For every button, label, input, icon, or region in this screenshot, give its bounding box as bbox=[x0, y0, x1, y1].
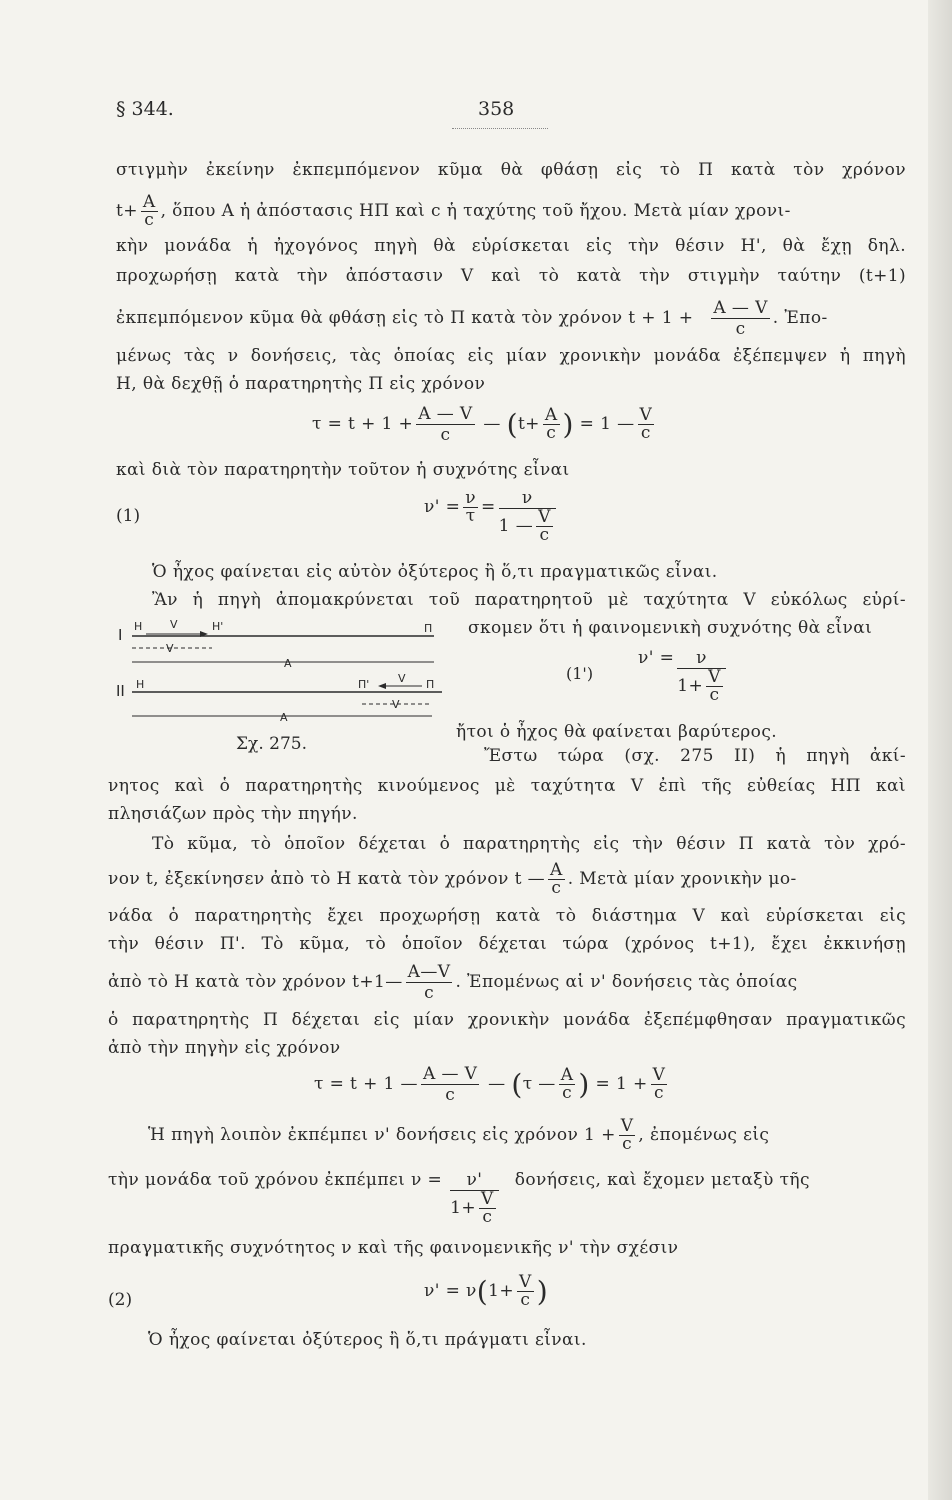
eq-term: 1 — bbox=[498, 516, 534, 536]
equation-label: (1) bbox=[116, 506, 141, 526]
fraction-denominator: c bbox=[640, 423, 651, 443]
fraction bbox=[619, 1118, 636, 1153]
fraction-numerator: A—V bbox=[407, 962, 451, 982]
text-line bbox=[108, 962, 798, 1003]
eq-term: — bbox=[488, 1074, 512, 1094]
text-line: τὴν θέσιν Π'. Τὸ κῦμα, τὸ ὁποῖον δέχεται τώρα (χρόνος t+1), ἔχει ἐκκινήσῃ bbox=[108, 934, 906, 954]
eq-term: = bbox=[481, 497, 496, 517]
fraction-denominator: c bbox=[654, 1083, 664, 1103]
fraction-denominator: c bbox=[735, 319, 746, 339]
label-P-prime: Π' bbox=[358, 678, 370, 691]
text-line bbox=[108, 862, 797, 897]
fraction-denominator: c bbox=[520, 1290, 531, 1310]
arrow-head bbox=[378, 683, 386, 689]
fraction-denominator: c bbox=[546, 423, 557, 443]
text-run: , ὅπου A ἡ ἀπόστασις ΗΠ καὶ c ἡ ταχύτης τοῦ ἤχου. Μετὰ μίαν χρονι- bbox=[160, 201, 791, 221]
right-paren: ) bbox=[562, 408, 574, 441]
text-line: Ἂν ἡ πηγὴ ἀπομακρύνεται τοῦ παρατηρητοῦ μὲ ταχύτητα V εὐκόλως εὑρί- bbox=[152, 590, 906, 610]
fraction-numerator: ν bbox=[499, 488, 556, 509]
fraction-denominator bbox=[499, 509, 556, 544]
fraction-numerator: V bbox=[708, 667, 721, 687]
text-line: σκομεν ὅτι ἡ φαινομενικὴ συχνότης θὰ εἶναι bbox=[468, 618, 873, 638]
text-line: πλησιάζων πρὸς τὴν πηγήν. bbox=[108, 804, 358, 824]
fraction-numerator: A — V bbox=[713, 298, 768, 318]
equation-tau-2 bbox=[314, 1064, 670, 1105]
text-run: ἀπὸ τὸ Η κατὰ τὸν χρόνον t+1— bbox=[108, 972, 403, 992]
fraction-numerator: A — V bbox=[418, 404, 473, 424]
eq-term: τ = t + 1 — bbox=[314, 1074, 418, 1094]
fraction bbox=[463, 490, 478, 525]
text-line: μένως τὰς ν δονήσεις, τὰς ὁποίας εἰς μίαν χρονικὴν μονάδα ἐξέπεμψεν ἡ πηγὴ bbox=[116, 346, 906, 366]
text-line: νητος καὶ ὁ παρατηρητὴς κινούμενος μὲ ταχύτητα V ἐπὶ τῆς εὐθείας ΗΠ καὶ bbox=[108, 776, 906, 796]
fraction bbox=[450, 1170, 499, 1226]
eq-term: 1+ bbox=[450, 1198, 477, 1218]
equation-label: (2) bbox=[108, 1290, 133, 1310]
equation-tau-1 bbox=[312, 404, 657, 445]
fraction-numerator: A bbox=[550, 860, 563, 880]
eq-term: — bbox=[483, 414, 507, 434]
left-paren: ( bbox=[476, 1275, 489, 1308]
fraction bbox=[536, 509, 553, 544]
fraction bbox=[543, 407, 560, 442]
fraction-numerator: A bbox=[560, 1065, 574, 1085]
eq-term: t+ bbox=[517, 414, 540, 434]
fraction-numerator: V bbox=[519, 1272, 532, 1292]
fraction bbox=[416, 404, 474, 445]
text-run: Ἡ πηγὴ λοιπὸν ἐκπέμπει ν' δονήσεις εἰς χρόνον 1 + bbox=[148, 1125, 616, 1145]
fraction-denominator: c bbox=[562, 1083, 573, 1103]
text-line: Ὁ ἦχος φαίνεται ὀξύτερος ἢ ὅ,τι πράγματι εἶναι. bbox=[148, 1330, 587, 1350]
text-line: Ὁ ἦχος φαίνεται εἰς αὐτὸν ὀξύτερος ἢ ὅ,τι πραγματικῶς εἶναι. bbox=[152, 562, 718, 582]
text-run: , ἐπομένως εἰς bbox=[638, 1125, 770, 1145]
label-P: Π bbox=[426, 678, 435, 691]
fraction bbox=[406, 962, 453, 1003]
text-line: ἀπὸ τὴν πηγὴν εἰς χρόνον bbox=[108, 1038, 341, 1058]
text-line bbox=[108, 1170, 810, 1226]
fraction-denominator bbox=[677, 669, 726, 704]
text-line: νάδα ὁ παρατηρητὴς ἔχει προχωρήσῃ κατὰ τὸ διάστημα V καὶ εὑρίσκεται εἰς bbox=[108, 906, 906, 926]
text-run: . Ἐπο- bbox=[772, 308, 828, 328]
fraction-denominator: c bbox=[539, 525, 550, 545]
fraction-denominator: c bbox=[424, 983, 435, 1003]
equation-2 bbox=[424, 1274, 548, 1309]
label-H: Η bbox=[136, 678, 145, 691]
eq-term: τ = t + 1 + bbox=[312, 414, 414, 434]
fraction bbox=[421, 1064, 479, 1105]
text-line: ἤτοι ὁ ἦχος θὰ φαίνεται βαρύτερος. bbox=[456, 722, 778, 742]
row-1-label: I bbox=[118, 626, 123, 644]
text-run: t+ bbox=[116, 201, 138, 221]
row-2-label: II bbox=[116, 682, 125, 700]
section-number: § 344. bbox=[116, 98, 174, 120]
fraction bbox=[711, 298, 769, 339]
text-run: . Μετὰ μίαν χρονικὴν μο- bbox=[567, 869, 797, 889]
fraction bbox=[651, 1067, 668, 1102]
fraction-denominator: c bbox=[144, 210, 155, 230]
text-line: ὁ παρατηρητὴς Π δέχεται εἰς μίαν χρονικὴν μονάδα ἐξεπέμφθησαν πραγματικῶς bbox=[108, 1010, 906, 1030]
text-line: καὶ διὰ τὸν παρατηρητὴν τοῦτον ἡ συχνότης εἶναι bbox=[116, 460, 570, 480]
fraction-numerator: V bbox=[639, 405, 653, 425]
fraction bbox=[499, 488, 556, 544]
text-line: Τὸ κῦμα, τὸ ὁποῖον δέχεται ὁ παρατηρητὴς εἰς τὴν θέσιν Π κατὰ τὸν χρό- bbox=[152, 834, 906, 854]
text-run: . Ἐπομένως αἱ ν' δονήσεις τὰς ὁποίας bbox=[455, 972, 798, 992]
text-line: στιγμὴν ἐκείνην ἐκπεμπόμενον κῦμα θὰ φθάσῃ εἰς τὸ Π κατὰ τὸν χρόνον bbox=[116, 160, 906, 180]
fraction-denominator: c bbox=[551, 878, 562, 898]
eq-term: = 1 — bbox=[579, 414, 635, 434]
text-run: τὴν μονάδα τοῦ χρόνου ἐκπέμπει ν = bbox=[108, 1170, 443, 1190]
fraction-numerator: V bbox=[481, 1189, 494, 1209]
fraction-denominator: τ bbox=[465, 506, 476, 526]
label-V: V bbox=[166, 642, 174, 655]
fraction-denominator bbox=[450, 1191, 499, 1226]
fraction bbox=[479, 1191, 496, 1226]
text-run: νον t, ἐξεκίνησεν ἀπὸ τὸ Η κατὰ τὸν χρόνον t — bbox=[108, 869, 546, 889]
scan-edge bbox=[928, 0, 952, 1500]
label-A: A bbox=[284, 657, 292, 670]
label-H-prime: Η' bbox=[212, 620, 224, 633]
eq-term: ν' = ν bbox=[424, 1281, 477, 1301]
label-H: Η bbox=[134, 620, 143, 633]
fraction-numerator: V bbox=[538, 507, 551, 527]
fraction-numerator: A bbox=[142, 192, 156, 212]
text-line: προχωρήσῃ κατὰ τὴν ἀπόστασιν V καὶ τὸ κατὰ τὴν στιγμὴν ταύτην (t+1) bbox=[116, 266, 906, 286]
figure-caption: Σχ. 275. bbox=[236, 734, 307, 754]
text-line bbox=[116, 194, 791, 229]
equation-label: (1') bbox=[566, 664, 594, 683]
fraction-denominator: c bbox=[440, 425, 451, 445]
equation-1 bbox=[424, 490, 559, 544]
left-paren: ( bbox=[511, 1068, 523, 1101]
fraction bbox=[517, 1274, 534, 1309]
eq-term: ν' = bbox=[638, 648, 675, 668]
text-line: Η, θὰ δεχθῇ ὁ παρατηρητὴς Π εἰς χρόνον bbox=[116, 374, 486, 394]
fraction-numerator: ν bbox=[677, 648, 726, 669]
label-V: V bbox=[170, 618, 178, 631]
equation-1-prime bbox=[638, 648, 729, 704]
fraction-numerator: V bbox=[652, 1065, 666, 1085]
fraction-numerator: ν bbox=[465, 488, 477, 508]
eq-term: 1+ bbox=[488, 1281, 514, 1301]
label-A: A bbox=[280, 711, 288, 724]
right-paren: ) bbox=[536, 1275, 549, 1308]
page-number: 358 bbox=[478, 98, 515, 120]
right-paren: ) bbox=[578, 1068, 590, 1101]
header-rule bbox=[452, 128, 548, 129]
fraction-numerator: V bbox=[620, 1116, 634, 1136]
fraction bbox=[706, 669, 723, 704]
text-line: πραγματικῆς συχνότητος ν καὶ τῆς φαινομενικῆς ν' τὴν σχέσιν bbox=[108, 1238, 679, 1258]
label-V: V bbox=[392, 698, 400, 711]
fraction-denominator: c bbox=[622, 1134, 633, 1154]
eq-term: τ — bbox=[522, 1074, 556, 1094]
figure-275 bbox=[112, 612, 462, 752]
eq-term: = 1 + bbox=[595, 1074, 648, 1094]
text-line bbox=[116, 298, 828, 339]
fraction bbox=[677, 648, 726, 704]
text-line bbox=[148, 1118, 769, 1153]
fraction-numerator: A — V bbox=[422, 1064, 478, 1084]
fraction bbox=[638, 407, 655, 442]
fraction-numerator: ν' bbox=[450, 1170, 499, 1191]
text-line: Ἔστω τώρα (σχ. 275 II) ἡ πηγὴ ἀκί- bbox=[484, 746, 906, 766]
eq-term: ν' = bbox=[424, 497, 461, 517]
fraction bbox=[559, 1067, 576, 1102]
fraction-denominator: c bbox=[445, 1085, 456, 1105]
text-line: κὴν μονάδα ἡ ἠχογόνος πηγὴ θὰ εὑρίσκεται εἰς τὴν θέσιν Η', θὰ ἔχῃ δηλ. bbox=[116, 236, 906, 256]
label-V: V bbox=[398, 672, 406, 685]
eq-term: 1+ bbox=[677, 676, 704, 696]
text-run: ἐκπεμπόμενον κῦμα θὰ φθάσῃ εἰς τὸ Π κατὰ τὸν χρόνον t + 1 + bbox=[116, 308, 694, 328]
fraction-denominator: c bbox=[709, 685, 720, 705]
label-P: Π bbox=[424, 622, 433, 635]
fraction bbox=[548, 862, 565, 897]
text-run: δονήσεις, καὶ ἔχομεν μεταξὺ τῆς bbox=[514, 1170, 810, 1190]
fraction-numerator: A bbox=[544, 405, 558, 425]
left-paren: ( bbox=[506, 408, 518, 441]
fraction bbox=[141, 194, 158, 229]
fraction-denominator: c bbox=[482, 1207, 493, 1227]
